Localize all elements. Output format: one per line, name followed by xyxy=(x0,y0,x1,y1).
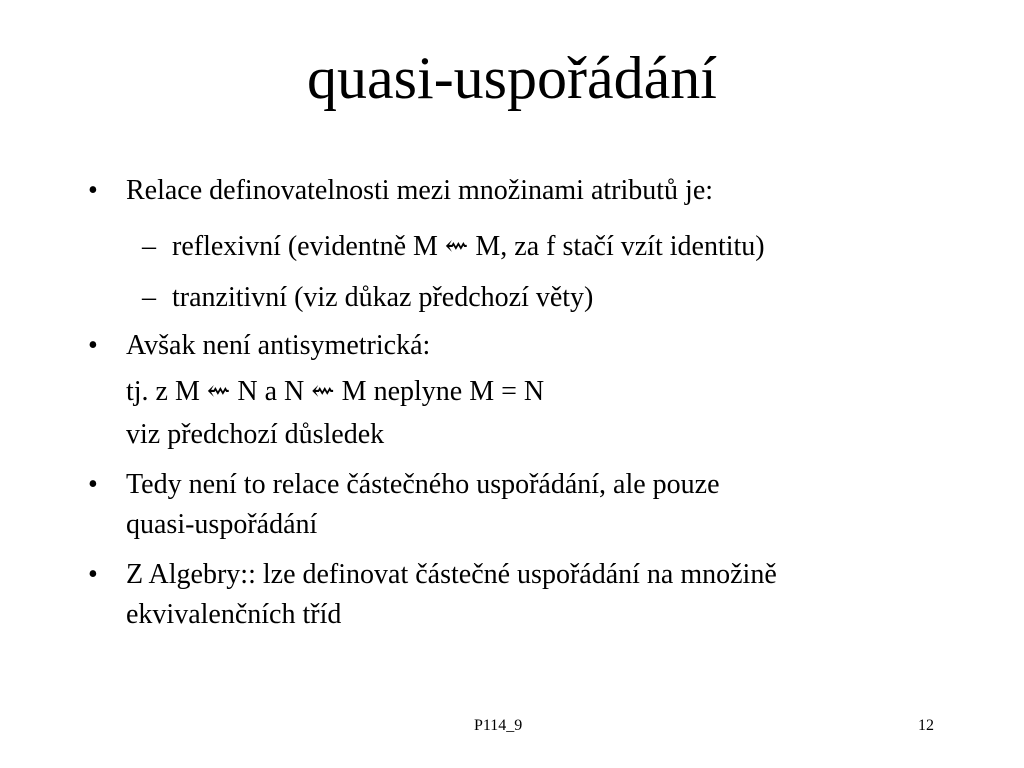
page-number: 12 xyxy=(918,717,934,734)
continuation-text: viz předchozí důsledek xyxy=(126,419,385,450)
bullet-text: Z Algebry:: lze definovat částečné uspořádání na množině xyxy=(126,559,777,590)
bullet-icon: • xyxy=(88,469,98,500)
bullet-text: Relace definovatelnosti mezi množinami atributů je: xyxy=(126,175,714,206)
bullet-icon: • xyxy=(88,559,98,590)
dash-icon: – xyxy=(142,282,156,313)
bullet-text-wrap: ekvivalenčních tříd xyxy=(126,599,342,630)
bullet-icon: • xyxy=(88,175,98,206)
sub-bullet-text: tranzitivní (viz důkaz předchozí věty) xyxy=(172,282,594,313)
footer-label: P114_9 xyxy=(474,717,523,734)
continuation-text: tj. z M ⇜ N a N ⇜ M neplyne M = N xyxy=(126,376,545,407)
bullet-icon: • xyxy=(88,330,98,361)
sub-bullet-text: reflexivní (evidentně M ⇜ M, za f stačí vzít identitu) xyxy=(172,231,765,262)
bullet-text: Avšak není antisymetrická: xyxy=(126,330,431,361)
dash-icon: – xyxy=(142,231,156,262)
bullet-text: Tedy není to relace částečného uspořádání, ale pouze xyxy=(126,469,720,500)
slide-title: quasi-uspořádání xyxy=(307,45,717,111)
bullet-text-wrap: quasi-uspořádání xyxy=(126,509,318,540)
